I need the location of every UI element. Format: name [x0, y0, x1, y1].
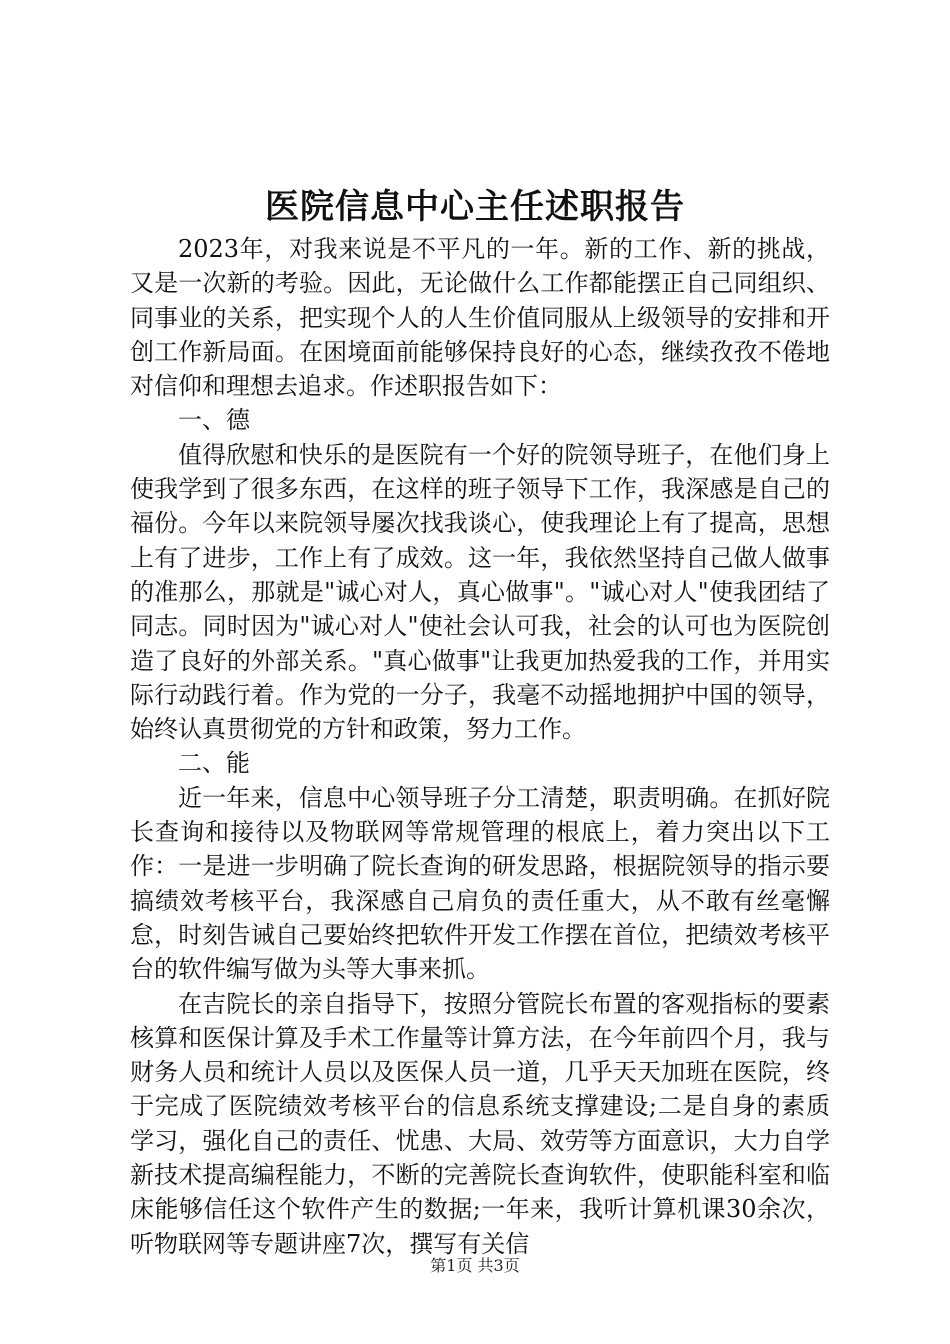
ability-paragraph-2: 在吉院长的亲自指导下，按照分管院长布置的客观指标的要素核算和医保计算及手术工作量等计算方法，在今年前四个月，我与财务人员和统计人员以及医保人员一道，几乎天天加班在医院，终于完成了医院绩效考核平台的信息系统支撑建设;二是自身的素质学习，强化自己的责任、忧患、大局、效劳等方面意识，大力自学新技术提高编程能力，不断的完善院长查询软件，使职能科室和临床能够信任这个软件产生的数据;一年来，我听计算机课30余次，听物联网等专题讲座7次，撰写有关信 [130, 989, 830, 1258]
virtue-paragraph: 值得欣慰和快乐的是医院有一个好的院领导班子，在他们身上使我学到了很多东西，在这样的班子领导下工作，我深感是自己的福份。今年以来院领导屡次找我谈心，使我理论上有了提高，思想上有了进步，工作上有了成效。这一年，我依然坚持自己做人做事的准那么，那就是"诚心对人，真心做事"。"诚心对人"使我团结了同志。同时因为"诚心对人"使社会认可我，社会的认可也为医院创造了良好的外部关系。"真心做事"让我更加热爱我的工作，并用实际行动践行着。作为党的一分子，我毫不动摇地拥护中国的领导，始终认真贯彻党的方针和政策，努力工作。 [130, 440, 830, 744]
ability-paragraph-1: 近一年来，信息中心领导班子分工清楚，职责明确。在抓好院长查询和接待以及物联网等常规管理的根底上，着力突出以下工作：一是进一步明确了院长查询的研发思路，根据院领导的指示要搞绩效考核平台，我深感自己肩负的责任重大，从不敢有丝毫懈怠，时刻告诫自己要始终把软件开发工作摆在首位，把绩效考核平台的软件编写做为头等大事来抓。 [130, 783, 830, 984]
section-heading-ability: 二、能 [178, 749, 250, 778]
page-footer: 第1页 共3页 [430, 1256, 520, 1275]
intro-paragraph: 2023年，对我来说是不平凡的一年。新的工作、新的挑战，又是一次新的考验。因此，无论做什么工作都能摆正自己同组织、同事业的关系，把实现个人的人生价值同服从上级领导的安排和开创工作新局面。在困境面前能够保持良好的心态，继续孜孜不倦地对信仰和理想去追求。作述职报告如下： [130, 235, 830, 401]
document-title: 医院信息中心主任述职报告 [265, 187, 685, 227]
section-heading-virtue: 一、德 [178, 406, 250, 435]
document-body [130, 232, 830, 1261]
